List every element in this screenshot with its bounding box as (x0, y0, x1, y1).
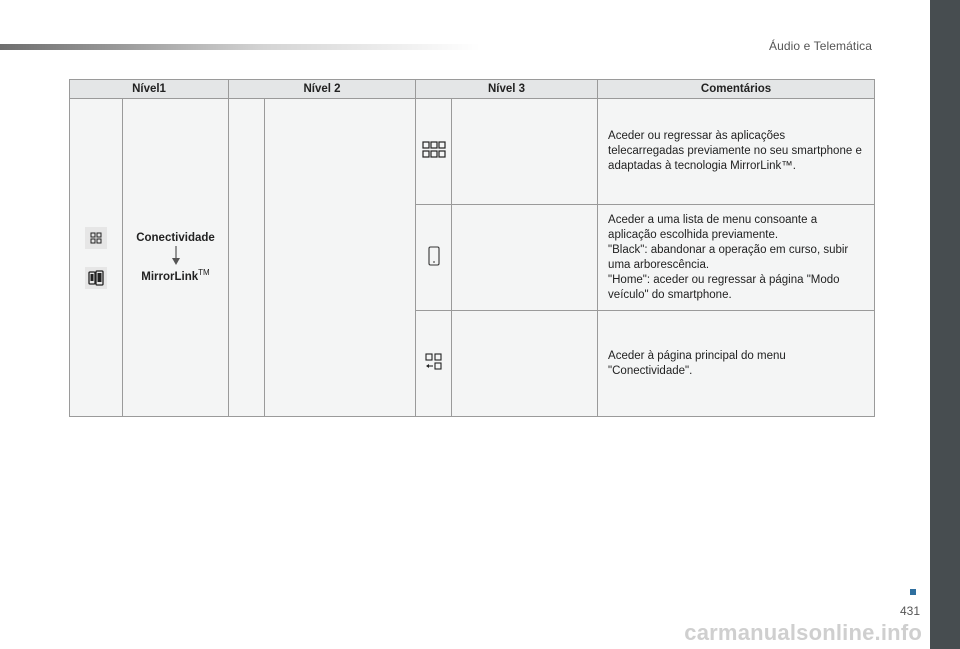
level3-icon-cell (416, 311, 452, 417)
header-level1: Nível1 (70, 80, 229, 99)
header-rule (0, 44, 480, 50)
conectividade-label: Conectividade (136, 232, 215, 245)
comment-cell: Aceder ou regressar às aplicações telecarregadas previamente no seu smartphone e adaptadas à tecnologia MirrorLink™. (598, 99, 875, 205)
watermark: carmanualsonline.info (684, 620, 922, 645)
page-marker (910, 589, 916, 595)
level3-label-cell (452, 311, 598, 417)
page-number: 431 (899, 604, 920, 618)
smartphone-icon (427, 246, 441, 266)
table-row (70, 99, 875, 205)
comment-cell: Aceder a uma lista de menu consoante a aplicação escolhida previamente. "Black": abandonar a operação em curso, subir uma arborescência. "Home": aceder ou regressar à página "Modo veículo" do smartphone. (598, 205, 875, 311)
chapter-tab-bar (930, 0, 960, 649)
connectivity-icon (85, 227, 107, 249)
connectivity-home-icon (424, 353, 444, 371)
mirrorlink-icon (85, 267, 107, 289)
comment-cell: Aceder à página principal do menu "Conectividade". (598, 311, 875, 417)
level1-icons-cell (70, 99, 123, 417)
apps-grid-icon (422, 141, 446, 159)
level3-label-cell (452, 99, 598, 205)
level2-label-cell (265, 99, 416, 417)
section-title: Áudio e Telemática (769, 39, 872, 53)
mirrorlink-label: MirrorLink (141, 270, 199, 283)
level1-label-cell (123, 99, 229, 417)
level3-icon-cell (416, 99, 452, 205)
level3-label-cell (452, 205, 598, 311)
arrow-down-icon (171, 246, 181, 266)
table-header-row (70, 80, 875, 99)
header-level3: Nível 3 (416, 80, 598, 99)
header-comments: Comentários (598, 80, 875, 99)
trademark-mark: TM (198, 268, 210, 278)
header-level2: Nível 2 (229, 80, 416, 99)
menu-table (69, 79, 875, 417)
level2-icon-cell (229, 99, 265, 417)
level3-icon-cell (416, 205, 452, 311)
